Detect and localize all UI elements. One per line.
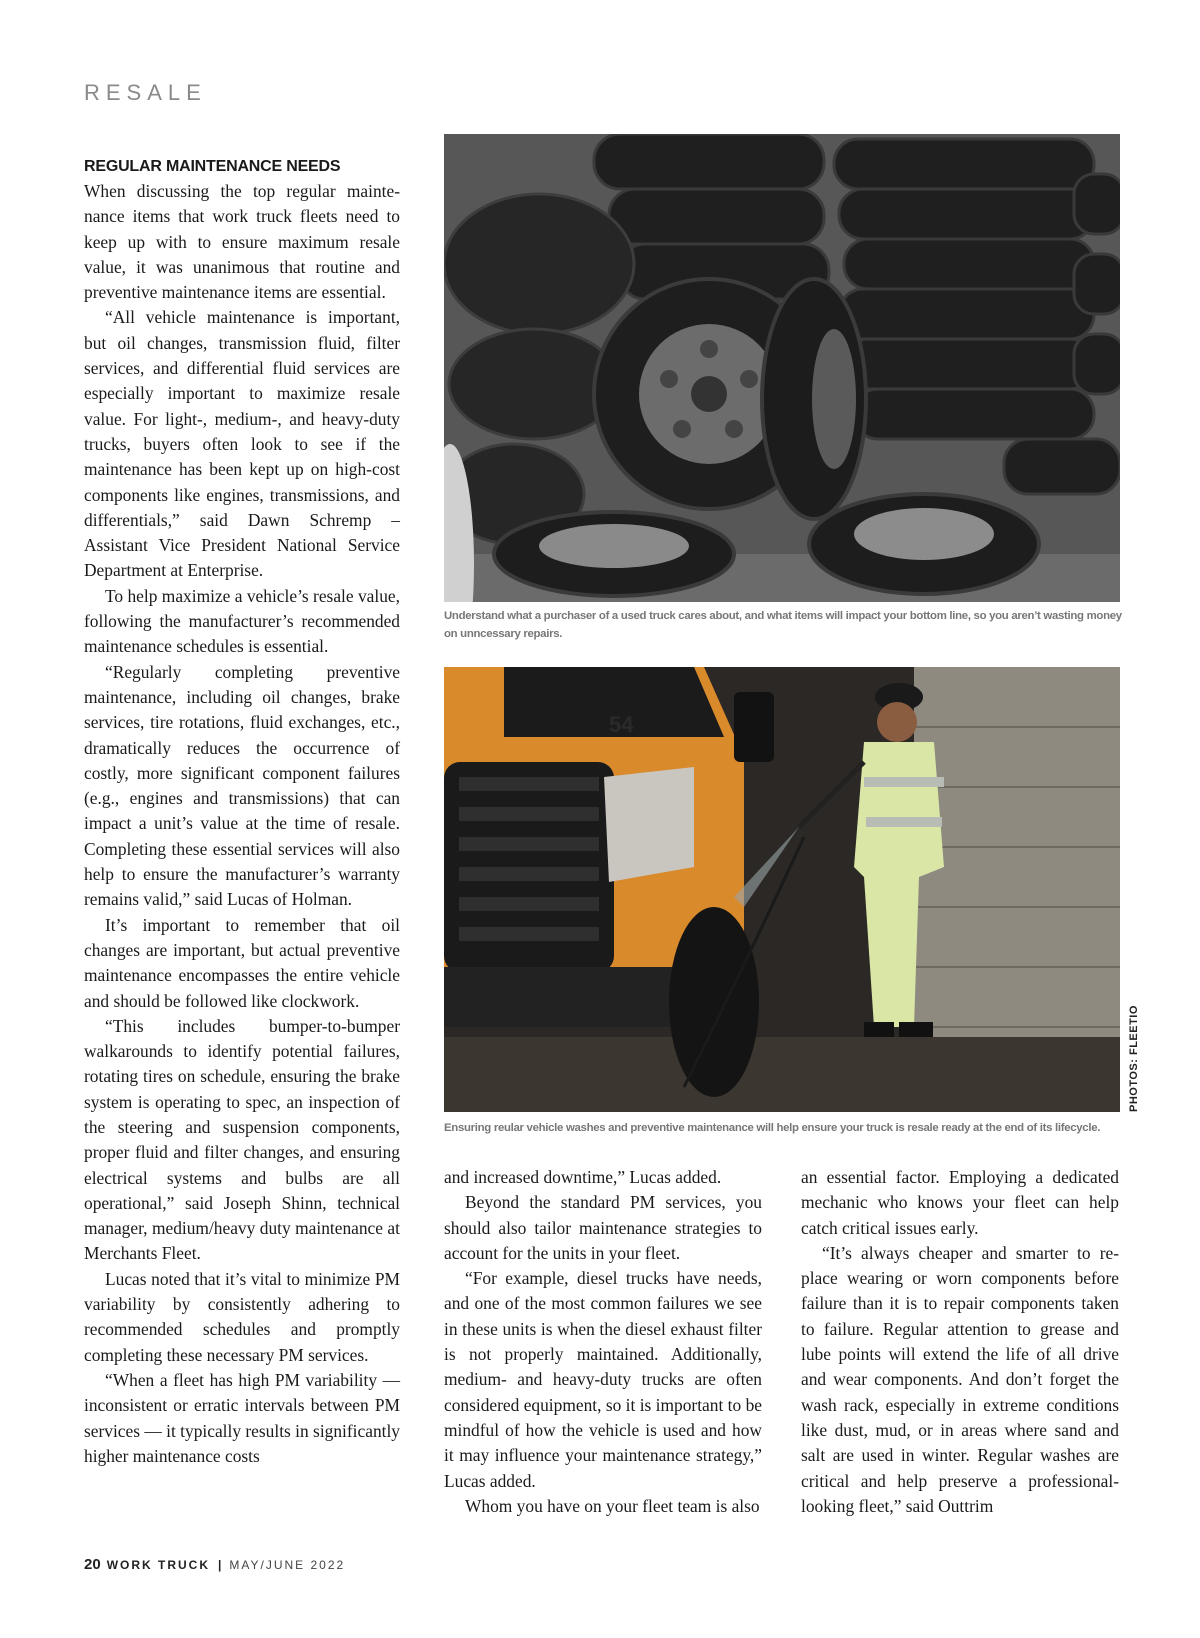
paragraph: “All vehicle maintenance is important, but oil changes, transmission fluid, filter services, and differential fluid services are especially important to maximize resale value. For light-, medium-, and heavy-duty trucks, buyers often look to see if the maintenance has been kept up on high-cost components like engines, transmissions, and differentials,” said Dawn Schremp – Assistant Vice President National Service Department at Enterprise. bbox=[84, 307, 400, 581]
truck-wash-photo bbox=[444, 667, 1120, 1112]
article-column-1 bbox=[84, 156, 400, 1469]
paragraph: It’s important to remember that oil changes are important, but actual preventive maintenance encompasses the entire vehicle and should be followed like clockwork. bbox=[84, 914, 400, 1011]
section-label: RESALE bbox=[84, 80, 207, 105]
paragraph: When discussing the top regular maintenance items that work truck fleets need to keep up with to ensure maximum resale value, it was unanimous that routine and preventive maintenance items are essential. bbox=[84, 181, 400, 303]
paragraph: “When a fleet has high PM variability — inconsistent or erratic intervals between PM services — it typically results in significantly higher maintenance costs bbox=[84, 1369, 400, 1466]
article-column-2 bbox=[444, 1165, 762, 1519]
wash-caption: Ensuring reular vehicle washes and preventive maintenance will help ensure your truck is resale ready at the end of its lifecycle. bbox=[444, 1122, 1101, 1134]
subhead: REGULAR MAINTENANCE NEEDS bbox=[84, 158, 341, 175]
tires-photo bbox=[444, 134, 1120, 602]
paragraph: To help maximize a vehicle’s resale value, following the manufacturer’s recommended maintenance schedules is essential. bbox=[84, 585, 400, 657]
issue-date: MAY/JUNE 2022 bbox=[229, 1558, 346, 1572]
photo-credit: PHOTOS: FLEETIO bbox=[1128, 1005, 1140, 1112]
footer-separator: | bbox=[218, 1558, 222, 1572]
paragraph: Beyond the standard PM services, you should also tailor maintenance strategies to account for the units in your fleet. bbox=[444, 1192, 762, 1263]
truck-number: 54 bbox=[609, 712, 634, 737]
paragraph: Lucas noted that it’s vital to minimize PM variability by consistently adhering to recommended schedules and promptly completing these necessary PM services. bbox=[84, 1268, 400, 1365]
paragraph: “Regularly completing preventive maintenance, including oil changes, brake services, tire rotations, fluid exchanges, etc., dramatically reduces the occurrence of costly, more significant component failures (e.g., engines and transmissions) that can impact a unit’s value at the time of resale. Completing these essential services will also help to ensure the manufacturer’s warranty remains valid,” said Lucas of Holman. bbox=[84, 661, 400, 910]
paragraph: “For example, diesel trucks have needs, and one of the most common failures we see in these units is when the diesel exhaust filter is not properly maintained. Additionally, medium- and heavy-duty trucks are often considered equipment, so it is important to be mindful of how the vehicle is used and how it may influence your maintenance strategy,” Lucas added. bbox=[444, 1268, 762, 1491]
paragraph: “This includes bumper-to-bumper walkarounds to identify potential failures, rotating tires on schedule, ensuring the brake system is operating to spec, an inspection of the steering and suspension components, proper fluid and filter changes, and ensuring electrical systems and bulbs are all operational,” said Joseph Shinn, technical manager, medium/heavy duty maintenance at Merchants Fleet. bbox=[84, 1015, 400, 1264]
truck-wash-illustration bbox=[444, 667, 1120, 1112]
tires-caption: Understand what a purchaser of a used truck cares about, and what items will impact your bottom line, so you aren’t wasting money on unncessary repairs. bbox=[444, 610, 1122, 640]
magazine-name: WORK TRUCK bbox=[106, 1558, 211, 1572]
paragraph: “It’s always cheaper and smarter to replace wearing or worn components before failure than it is to repair components taken to failure. Regular attention to grease and lube points will extend the life of all drive and wear components. And don’t forget the wash rack, especially in extreme conditions like dust, mud, or in areas where sand and salt are used in winter. Regular washes are critical and help preserve a professional-looking fleet,” said Outtrim bbox=[801, 1242, 1119, 1516]
page-footer bbox=[84, 1556, 345, 1573]
page-number: 20 bbox=[84, 1556, 101, 1573]
paragraph: and increased downtime,” Lucas added. bbox=[444, 1167, 722, 1187]
paragraph: an essential factor. Employing a dedicated mechanic who knows your fleet can help catch critical issues early. bbox=[801, 1167, 1119, 1238]
article-column-3 bbox=[801, 1165, 1119, 1519]
paragraph: Whom you have on your fleet team is also bbox=[465, 1495, 760, 1516]
tires-illustration bbox=[444, 134, 1120, 602]
